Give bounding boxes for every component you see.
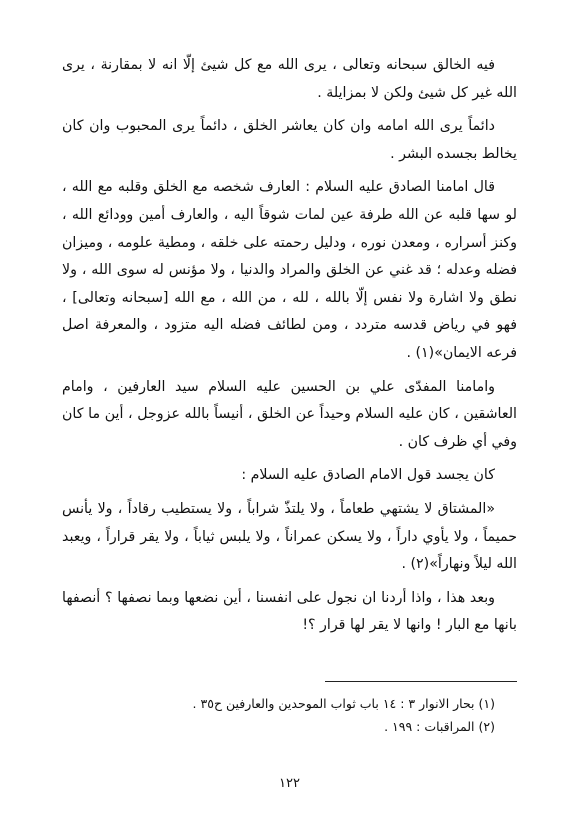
footnote-2: (٢) المراقبات : ١٩٩ . — [384, 719, 495, 734]
main-text — [62, 52, 517, 646]
footnote-1: (١) بحار الانوار ٣ : ١٤ باب ثواب الموحدين والعارفين ح٣٥ . — [192, 696, 495, 711]
paragraph-1: فيه الخالق سبحانه وتعالى ، يرى الله مع كل شيئ إلّا انه لا بمقارنة ، يرى الله غير كل شيئ ولكن لا بمزايلة . — [62, 57, 517, 101]
paragraph-3: قال امامنا الصادق عليه السلام : العارف شخصه مع الخلق وقلبه مع الله ، لو سها قلبه عن الله طرفة عين لمات شوقاً اليه ، والعارف أمين وودائع الله ، وكنز أسراره ، ومعدن نوره ، ودليل رحمته على خلقه ، ومطية علومه ، وميزان فضله وعدله ؛ قد غني عن الخلق والمراد والدنيا ، ولا مؤنس له سوى الله ، ولا نطق ولا اشارة ولا نفس إلّا بالله ، لله ، من الله ، مع الله [سبحانه وتعالى] ، فهو في رياض قدسه متردد ، ومن لطائف فضله اليه متزود ، والمعرفة اصل فرعه الايمان»(١) . — [62, 179, 517, 361]
paragraph-4: وامامنا المفدّى علي بن الحسين عليه السلام سيد العارفين ، وامام العاشقين ، كان عليه السلام وحيداً عن الخلق ، أنيساً بالله عزوجل ، أين ما كان وفي أي ظرف كان . — [62, 378, 517, 450]
footnote-divider — [325, 681, 517, 682]
paragraph-7: وبعد هذا ، واذا أردنا ان نجول على انفسنا ، أين نضعها وبما نصفها ؟ أنصفها بانها مع البار ! وانها لا يقر لها قرار ؟! — [62, 589, 517, 634]
footnotes — [62, 692, 517, 738]
paragraph-5: كان يجسد قول الامام الصادق عليه السلام : — [241, 467, 495, 484]
paragraph-6-quote: «المشتاق لا يشتهي طعاماً ، ولا يلتذّ شراباً ، ولا يستطيب رقاداً ، ولا يأنس حميماً ، ولا يأوي داراً ، ولا يسكن عمراناً ، ولا يلبس ثياباً ، ولا يقر قراراً ، ويعبد الله ليلاً ونهاراً»(٢) . — [62, 500, 517, 573]
paragraph-2: دائماً يرى الله امامه وان كان يعاشر الخلق ، دائماً يرى المحبوب وان كان يخالط بجسده البشر . — [62, 118, 517, 162]
page-number: ١٢٢ — [279, 776, 300, 791]
